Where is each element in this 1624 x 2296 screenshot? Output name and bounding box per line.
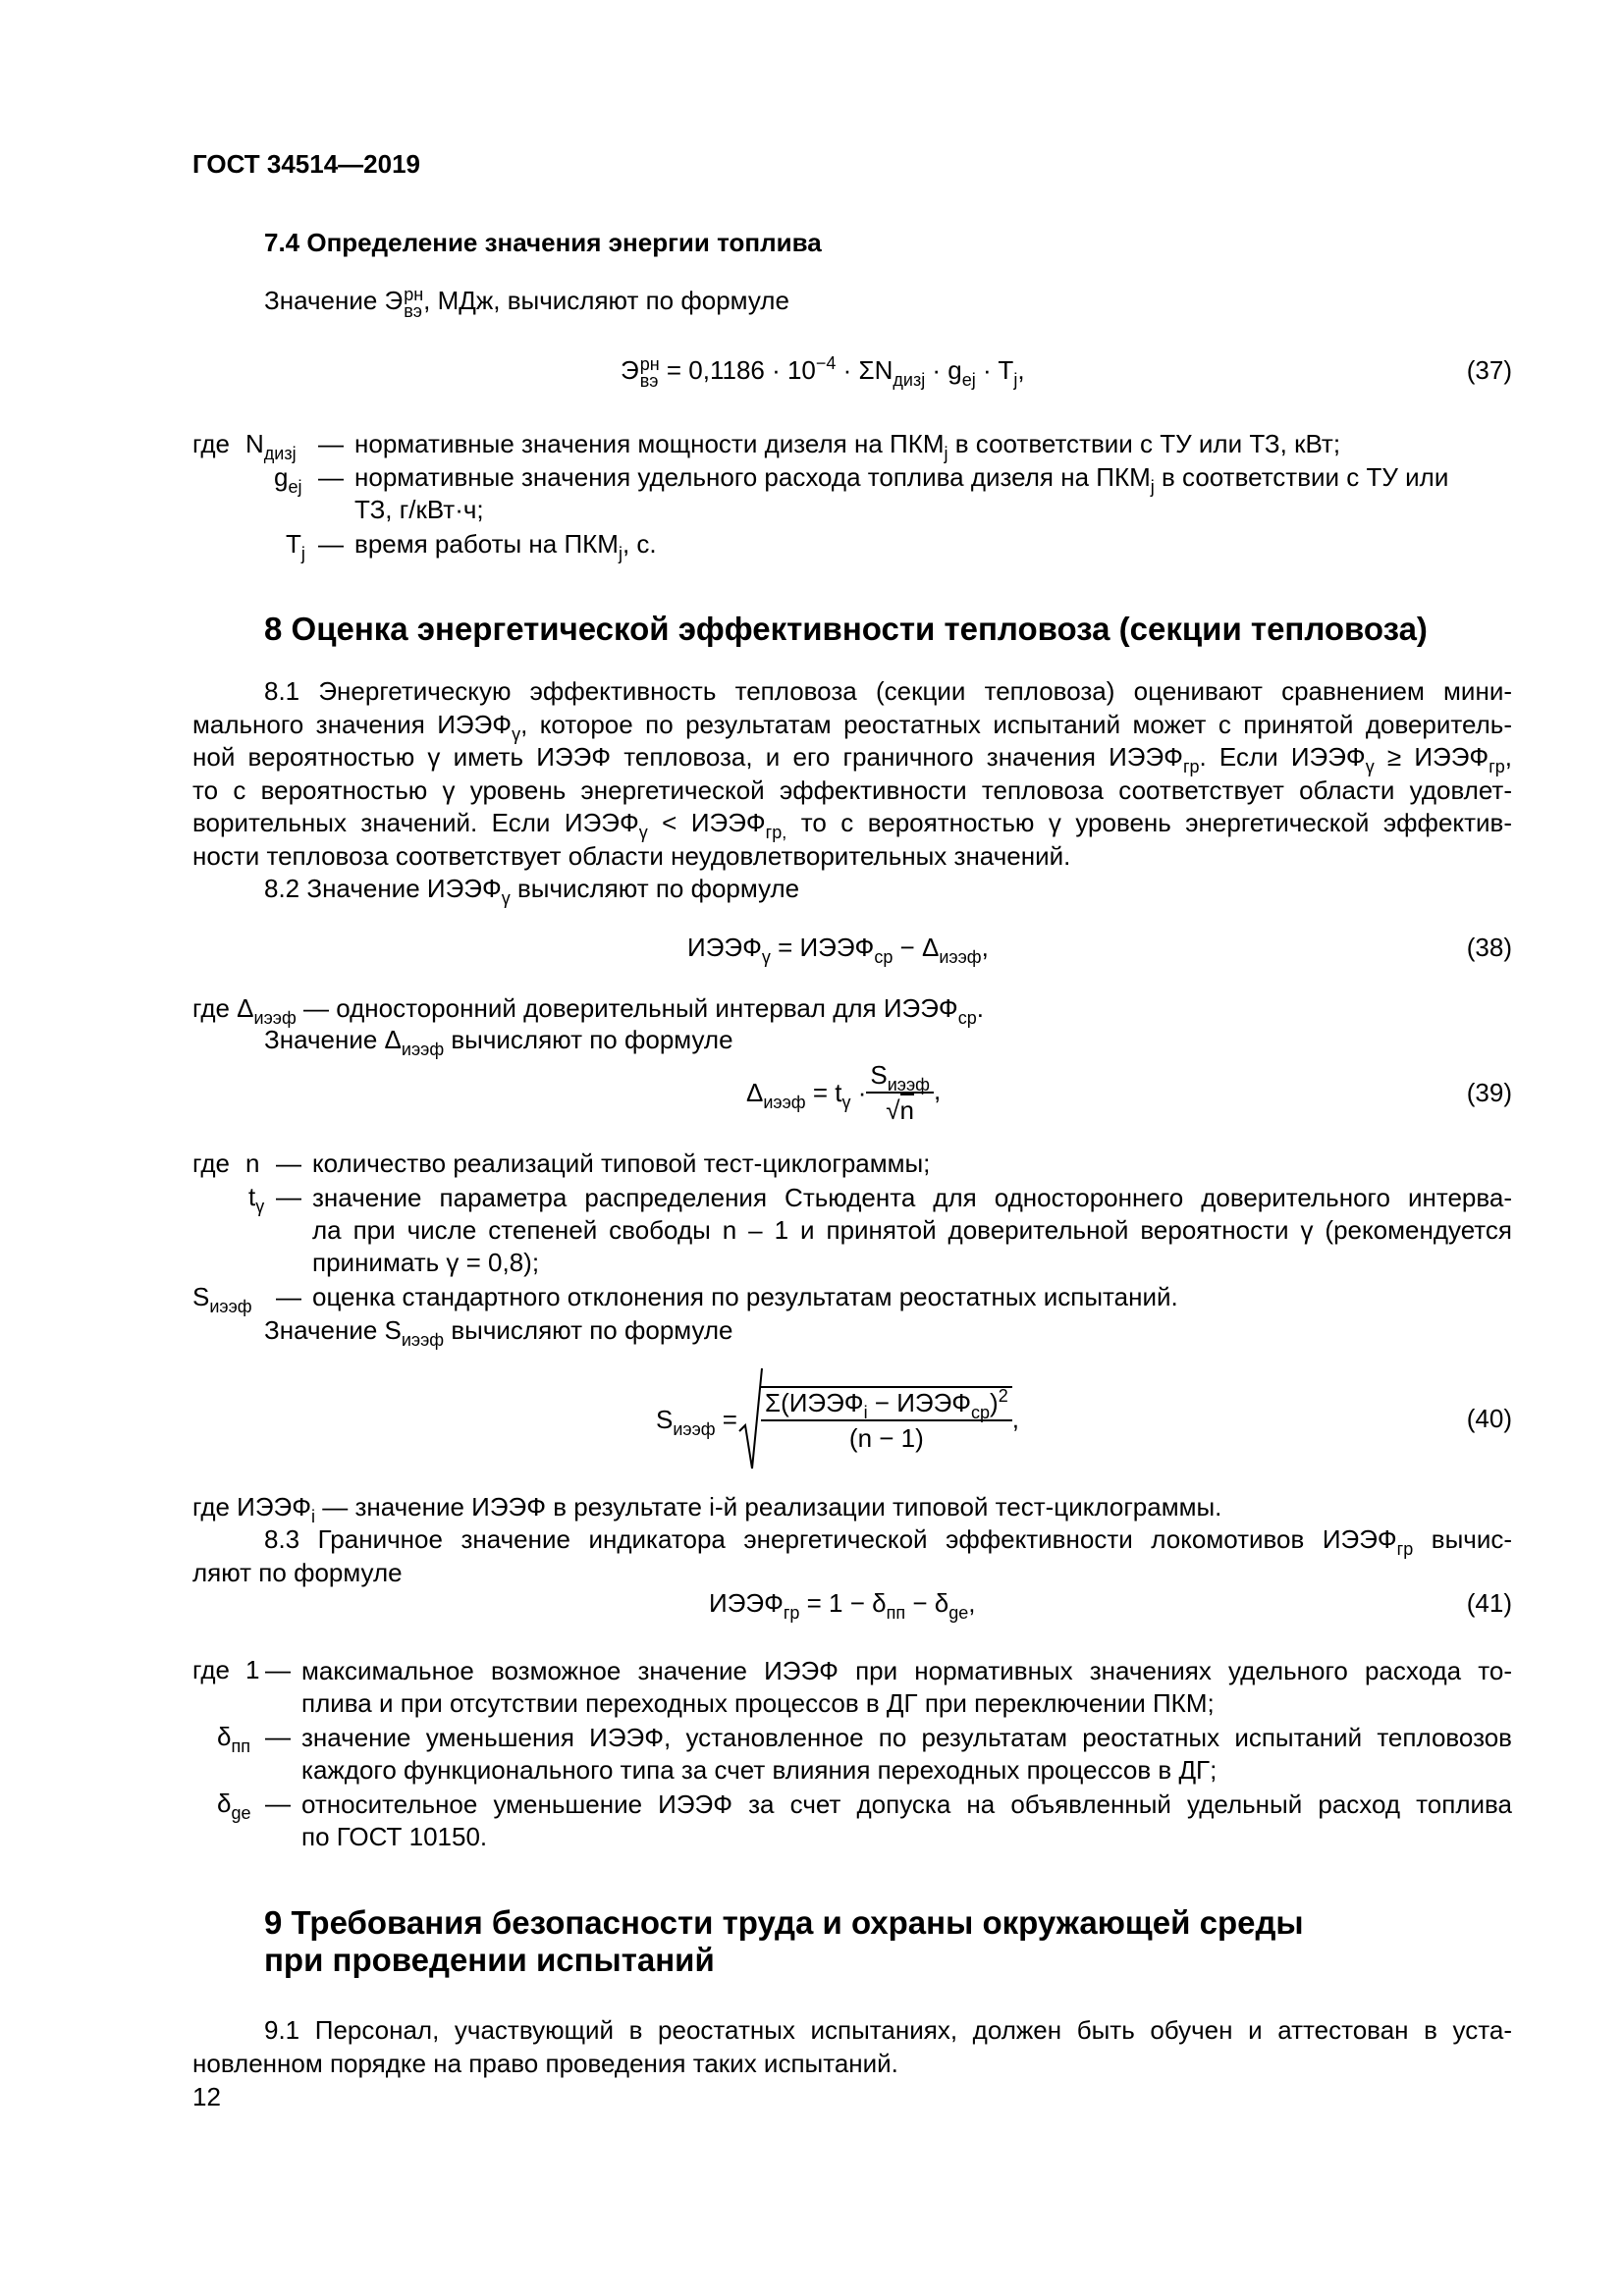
def-text-delta-ge: относительное уменьшение ИЭЭФ за счет допуска на объявленный удельный расход топлива по ГОСТ 10150. bbox=[301, 1789, 1512, 1851]
def-text-s: оценка стандартного отклонения по результатам реостатных испытаний. bbox=[312, 1282, 1178, 1311]
paragraph-8-2: 8.2 Значение $ИЭЭФ_\gamma$ вычисляют по формуле bbox=[264, 874, 800, 908]
def-term-n-count: n bbox=[245, 1148, 260, 1178]
def-term-t: $T_j$ bbox=[286, 529, 305, 563]
section-8-title: 8 Оценка энергетической эффективности тепловоза (секции тепловоза) bbox=[264, 611, 1428, 647]
def-term-n: $N_{дизj}$ bbox=[245, 429, 297, 463]
fraction-40: $\frac{\Sigma(ИЭЭФ_i - ИЭЭФ_{ср})^2}{(n - 1)}$ bbox=[761, 1386, 1012, 1453]
def-dash: — bbox=[318, 529, 344, 559]
def-text-g-cont: ТЗ, г/кВт·ч; bbox=[354, 495, 484, 524]
def-dash: — bbox=[276, 1182, 301, 1211]
where-ieef-i: где $ИЭЭФ_i$ — значение ИЭЭФ в результате i-й реализации типовой тест-циклограммы. bbox=[192, 1492, 1222, 1526]
formula-41: $ИЭЭФ_{гр} = 1 - \delta_{пп} - \delta_{ge}$, bbox=[709, 1588, 976, 1623]
def-text-n-count: количество реализаций типовой тест-циклограммы; bbox=[312, 1148, 931, 1178]
where-label: где bbox=[192, 1148, 230, 1178]
equation-number-38: (38) bbox=[1466, 933, 1512, 962]
document-code: ГОСТ 34514—2019 bbox=[192, 149, 420, 179]
equation-number-37: (37) bbox=[1466, 355, 1512, 385]
paragraph-8-3: 8.3 Граничное значение индикатора энергетической эффективности локомотивов $ИЭЭФ_{гр}$ вычис- ляют по формуле bbox=[192, 1524, 1513, 1587]
equation-number-41: (41) bbox=[1466, 1588, 1512, 1618]
section-7-4-intro: Значение Э рн вэ , МДж, вычисляют по формуле bbox=[264, 285, 789, 321]
delta-intro: Значение $\Delta_{иээф}$ вычисляют по формуле bbox=[264, 1025, 733, 1059]
def-term-g: $g_{ej}$ bbox=[274, 462, 302, 497]
s-intro: Значение $S_{иээф}$ вычисляют по формуле bbox=[264, 1315, 733, 1350]
def-term-one: 1 bbox=[245, 1655, 260, 1684]
def-dash: — bbox=[276, 1148, 301, 1178]
def-text-one: максимальное возможное значение ИЭЭФ при нормативных значениях удельного расхода то- плива и при отсутствии переходных процессов в ДГ при переключении ПКМ; bbox=[301, 1656, 1512, 1718]
section-7-4-title: 7.4 Определение значения энергии топлива bbox=[264, 228, 822, 257]
def-dash: — bbox=[318, 429, 344, 458]
def-text-delta-pp: значение уменьшения ИЭЭФ, установленное по результатам реостатных испытаний тепловозов каждого функционального типа за счет влияния переходных процессов в ДГ; bbox=[301, 1723, 1512, 1785]
fraction-39: $\frac{S_{иээф}}{√n}$ bbox=[866, 1060, 934, 1125]
where-label: где bbox=[192, 1655, 230, 1684]
where-label: где bbox=[192, 429, 230, 458]
sqrt-sign: √ bbox=[886, 1095, 900, 1125]
paragraph-9-1: 9.1 Персонал, участвующий в реостатных испытаниях, должен быть обучен и аттестован в уста- новленном порядке на право проведения таких испытаний. bbox=[192, 2015, 1512, 2078]
paragraph-8-1: 8.1 Энергетическую эффективность тепловоза (секции тепловоза) оценивают сравнением мини- мального значения $ИЭЭФ_\gamma$, которое по результатам реостатных испытаний может с принятой доверитель- ной вероятностью γ иметь ИЭЭФ тепловоза, и его граничного значения $ИЭЭФ_{гр}$. Если $ИЭЭФ_\gamma$ ≥ $ИЭЭФ_{гр}$, то с вероятностью γ уровень энергетической эффективности тепловоза соответствует области удовлет- ворительных значений. Если $ИЭЭФ_\gamma$ < $ИЭЭФ_{гр,}$ то с вероятностью γ уровень энергетической эффектив- ности тепловоза соответствует области неудовлетворительных значений. bbox=[192, 676, 1513, 871]
formula-38: $ИЭЭФ_\gamma$ = $ИЭЭФ_{ср} - \Delta_{иээф}$, bbox=[687, 933, 989, 967]
sqrt-sign-40 bbox=[737, 1366, 763, 1472]
def-dash: — bbox=[265, 1722, 291, 1751]
def-term-delta-pp: $\delta_{пп}$ bbox=[217, 1722, 250, 1756]
def-dash: — bbox=[276, 1282, 301, 1311]
page-number: 12 bbox=[192, 2082, 221, 2111]
def-dash: — bbox=[318, 462, 344, 492]
def-term-t-gamma: $t_\gamma$ bbox=[248, 1182, 265, 1216]
def-text-t: время работы на $ПКМ_j$, с. bbox=[354, 529, 657, 563]
def-text-t-gamma: значение параметра распределения Стьюдента для одностороннего доверительного интерва- ла при числе степеней свободы n – 1 и принятой доверительной вероятности γ (рекомендуется принимать γ = 0,8); bbox=[312, 1183, 1512, 1277]
equation-number-40: (40) bbox=[1466, 1404, 1512, 1433]
def-text-n: нормативные значения мощности дизеля на $ПКМ_j$ в соответствии с ТУ или ТЗ, кВт; bbox=[354, 429, 1341, 463]
formula-37: Э рн вэ = $0,1186 \cdot 10^{-4} \cdot \Sigma N_{дизj} \cdot g_{ej} \cdot T_j$, bbox=[621, 353, 1025, 391]
equation-number-39: (39) bbox=[1466, 1078, 1512, 1107]
def-dash: — bbox=[265, 1655, 291, 1684]
formula-40: $S_{иээф}$ = $\frac{\Sigma(ИЭЭФ_i - ИЭЭФ_{ср})^2}{(n - 1)}$ , bbox=[656, 1366, 1019, 1472]
formula-39: $\Delta_{иээф} = t_\gamma$ · $\frac{S_{иээф}}{√n}$ , bbox=[746, 1060, 942, 1125]
where-delta: где $\Delta_{иээф}$ — односторонний доверительный интервал для $ИЭЭФ_{ср}$. bbox=[192, 993, 984, 1028]
def-text-g: нормативные значения удельного расхода топлива дизеля на $ПКМ_j$ в соответствии с ТУ или bbox=[354, 462, 1449, 497]
def-dash: — bbox=[265, 1789, 291, 1818]
section-9-title-cont: при проведении испытаний bbox=[264, 1942, 715, 1978]
def-term-s: $S_{иээф}$ bbox=[192, 1282, 252, 1316]
def-term-delta-ge: $\delta_{ge}$ bbox=[217, 1789, 251, 1823]
section-9-title: 9 Требования безопасности труда и охраны окружающей среды bbox=[264, 1904, 1304, 1941]
